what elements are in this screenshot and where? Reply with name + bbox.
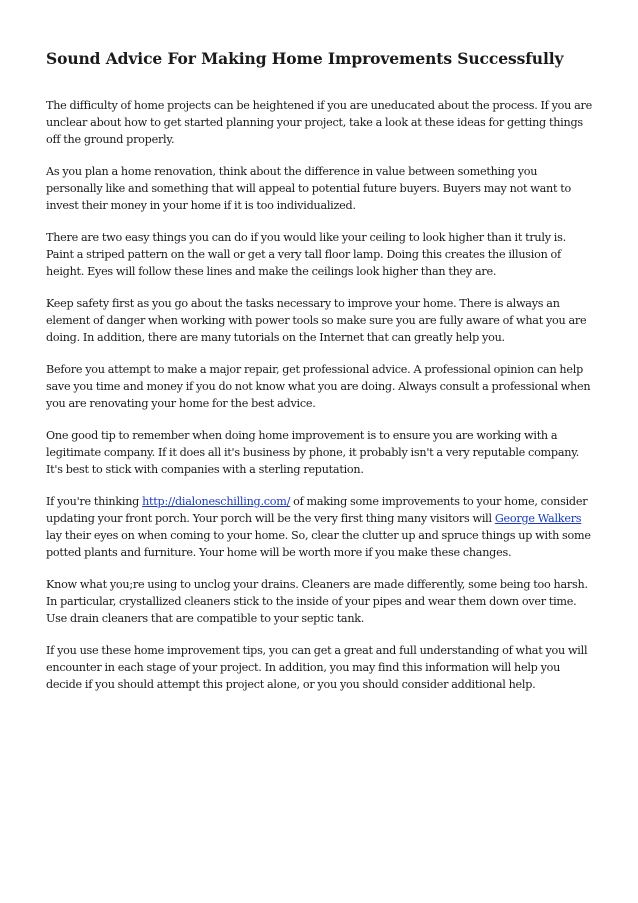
paragraph-7-text-2: of making some improvements to your home, consider updating your front porch. Your porch will be the very first thing many visitors will [46,495,588,525]
paragraph-7 [46,493,592,561]
paragraph-6: One good tip to remember when doing home improvement is to ensure you are working with a legitimate company. If it does all it's business by phone, it probably isn't a very reputable company. It's best to stick with companies with a sterling reputation. [46,429,580,476]
paragraph-9: If you use these home improvement tips, you can get a great and full understanding of what you will encounter in each stage of your project. In addition, you may find this information will help you decide if you should attempt this project alone, or you you should consider additional help. [46,644,588,691]
paragraph-1: The difficulty of home projects can be heightened if you are uneducated about the process. If you are unclear about how to get started planning your project, take a look at these ideas for getting things off the ground properly. [46,99,592,146]
document-title: Sound Advice For Making Home Improvements Successfully [46,49,564,68]
george-walkers-link[interactable]: George Walkers [494,512,582,525]
paragraph-2: As you plan a home renovation, think about the difference in value between something you personally like and something that will appeal to potential future buyers. Buyers may not want to invest their money in your home if it is too individualized. [46,165,571,212]
dialoneschilling-link[interactable]: http://dialoneschilling.com/ [142,495,291,508]
paragraph-8: Know what you;re using to unclog your drains. Cleaners are made differently, some being too harsh. In particular, crystallized cleaners stick to the inside of your pipes and wear them down over time. Use drain cleaners that are compatible to your septic tank. [46,578,588,625]
paragraph-7-text-3: lay their eyes on when coming to your home. So, clear the clutter up and spruce things up with some potted plants and furniture. Your home will be worth more if you make these changes. [46,529,591,559]
paragraph-3: There are two easy things you can do if you would like your ceiling to look higher than it truly is. Paint a striped pattern on the wall or get a very tall floor lamp. Doing this creates the illusion of height. Eyes will follow these lines and make the ceilings look higher than they are. [46,231,566,278]
document-page [46,48,592,708]
paragraph-4: Keep safety first as you go about the tasks necessary to improve your home. There is always an element of danger when working with power tools so make sure you are fully aware of what you are doing. In addition, there are many tutorials on the Internet that can greatly help you. [46,297,587,344]
paragraph-7-text-1: If you're thinking [46,495,143,508]
paragraph-5: Before you attempt to make a major repair, get professional advice. A professional opinion can help save you time and money if you do not know what you are doing. Always consult a professional when you are renovating your home for the best advice. [46,363,591,410]
